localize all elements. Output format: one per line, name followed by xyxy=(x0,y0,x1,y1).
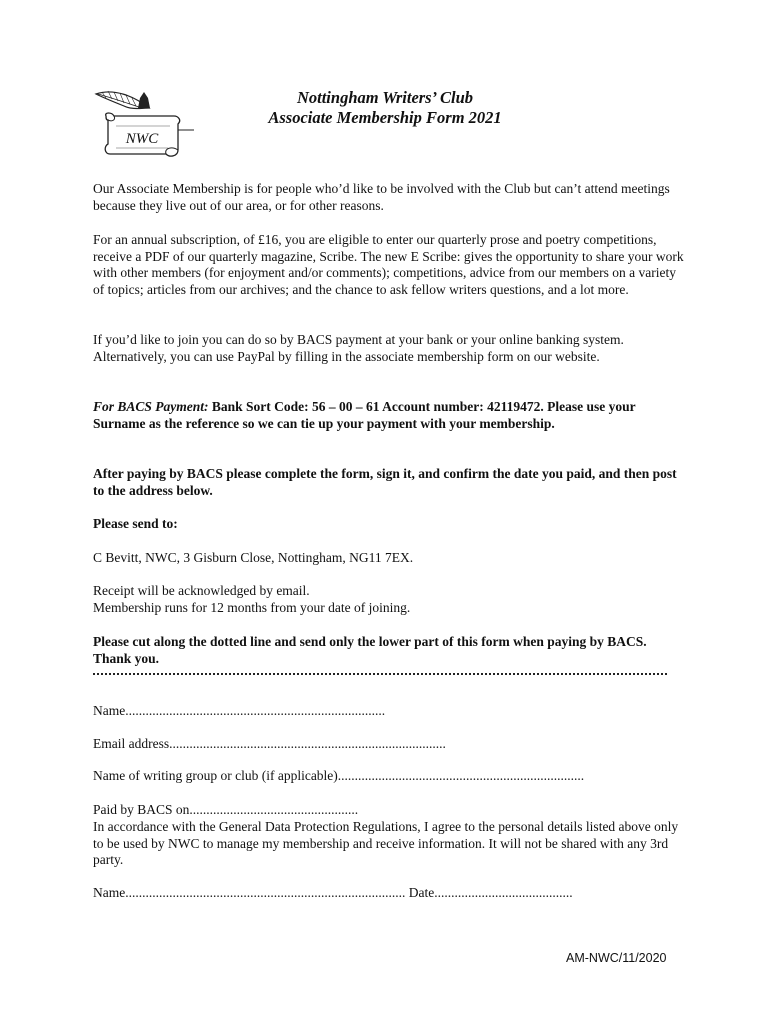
dotted-cut-line xyxy=(93,673,667,675)
intro-paragraph-3: If you’d like to join you can do so by BACS payment at your bank or your online banking system. Alternatively, you can use PayPal by filling in the associate membership form on our website. xyxy=(93,332,624,364)
logo-text: NWC xyxy=(125,131,159,147)
membership-duration: Membership runs for 12 months from your date of joining. xyxy=(93,599,411,615)
after-paying-instruction: After paying by BACS please complete the form, sign it, and confirm the date you paid, and then post to the address below. xyxy=(93,466,677,498)
intro-paragraph-2: For an annual subscription, of £16, you are eligible to enter our quarterly prose and poetry competitions, receive a PDF of our quarterly magazine, Scribe. The new E Scribe: gives the opportunity to share your work with other members (for enjoyment and/or comments); competitions, advice from our members on a variety of topics; articles from our archives; and the chance to ask fellow writers questions, and a lot more. xyxy=(93,232,684,297)
receipt-info xyxy=(93,583,688,616)
club-logo xyxy=(94,86,198,162)
signature-name-field[interactable]: Name................................................................................... xyxy=(93,885,409,900)
form-code: AM-NWC/11/2020 xyxy=(566,951,667,965)
email-field[interactable]: Email address.................................................................................. xyxy=(93,736,446,751)
send-to-heading: Please send to: xyxy=(93,516,178,531)
cut-instruction: Please cut along the dotted line and send only the lower part of this form when paying by BACS. Thank you. xyxy=(93,634,647,666)
writing-group-field[interactable]: Name of writing group or club (if applicable)......................................................................... xyxy=(93,768,585,783)
title-block xyxy=(200,88,570,128)
signature-row xyxy=(93,885,688,902)
date-field[interactable]: Date......................................... xyxy=(408,885,573,900)
intro-paragraph-1: Our Associate Membership is for people who’d like to be involved with the Club but can’t attend meetings because they live out of our area, or for other reasons. xyxy=(93,181,670,213)
receipt-note: Receipt will be acknowledged by email. xyxy=(93,583,310,598)
paid-by-bacs-field[interactable]: Paid by BACS on.................................................. xyxy=(93,802,359,817)
bacs-account-details: Bank Sort Code: 56 – 00 – 61 Account number: 42119472. Please use your Surname as the reference so we can tie up your payment with your membership. xyxy=(93,399,636,431)
page-subtitle: Associate Membership Form 2021 xyxy=(268,108,502,127)
page-title: Nottingham Writers’ Club xyxy=(296,88,474,107)
gdpr-consent: In accordance with the General Data Protection Regulations, I agree to the personal details listed above only to be used by NWC to manage my membership and receive information. It will not be shared with any 3rd party. xyxy=(93,819,679,868)
bacs-label: For BACS Payment: xyxy=(93,399,209,414)
name-field[interactable]: Name............................................................................. xyxy=(93,703,386,718)
send-address: C Bevitt, NWC, 3 Gisburn Close, Nottingham, NG11 7EX. xyxy=(93,550,414,565)
bacs-details xyxy=(93,399,688,432)
